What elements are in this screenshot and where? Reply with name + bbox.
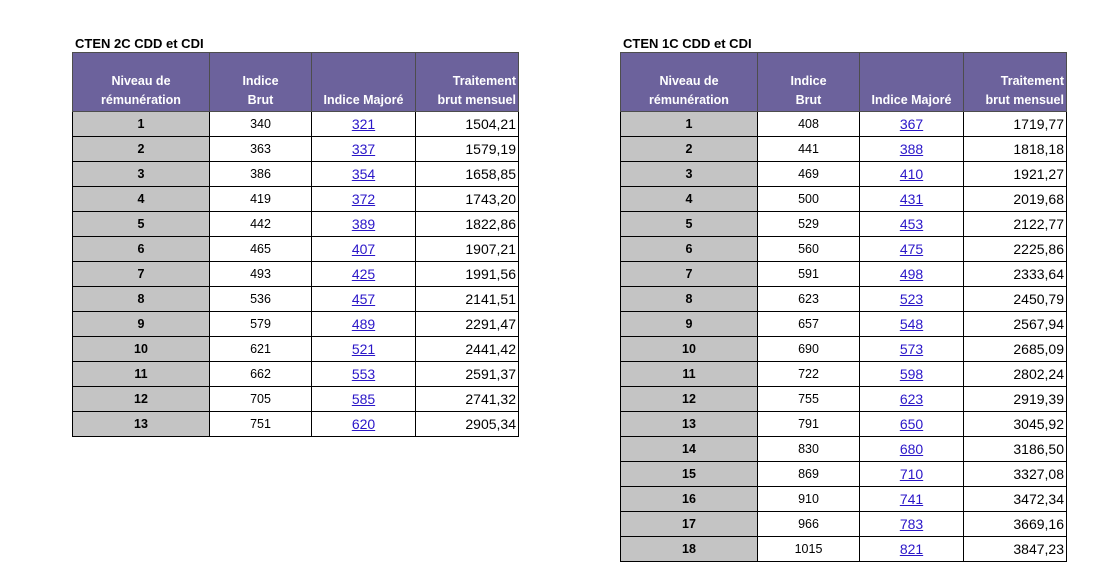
cell-indice-brut: 465	[210, 237, 312, 262]
indice-majore-link[interactable]: 354	[351, 166, 376, 182]
cell-indice-brut: 441	[758, 137, 860, 162]
cell-indice-majore[interactable]	[860, 337, 964, 362]
cell-niveau: 15	[621, 462, 758, 487]
indice-majore-link[interactable]: 573	[899, 341, 924, 357]
table-row	[73, 112, 519, 137]
cell-traitement: 2591,37	[416, 362, 519, 387]
cell-niveau: 1	[621, 112, 758, 137]
cell-traitement: 3327,08	[964, 462, 1067, 487]
header-niveau-line1: Niveau de	[111, 74, 171, 88]
indice-majore-link[interactable]: 425	[351, 266, 376, 282]
indice-majore-link[interactable]: 783	[899, 516, 924, 532]
cell-niveau: 2	[621, 137, 758, 162]
indice-majore-link[interactable]: 389	[351, 216, 376, 232]
cell-traitement: 1907,21	[416, 237, 519, 262]
cell-traitement: 3669,16	[964, 512, 1067, 537]
cell-indice-brut: 657	[758, 312, 860, 337]
cell-indice-brut: 469	[758, 162, 860, 187]
cell-indice-majore[interactable]	[860, 487, 964, 512]
cell-traitement: 3045,92	[964, 412, 1067, 437]
indice-majore-link[interactable]: 475	[899, 241, 924, 257]
cell-niveau: 10	[621, 337, 758, 362]
cell-indice-majore[interactable]	[860, 312, 964, 337]
indice-majore-link[interactable]: 623	[899, 391, 924, 407]
cell-indice-majore[interactable]	[860, 262, 964, 287]
cell-traitement: 3186,50	[964, 437, 1067, 462]
indice-majore-link[interactable]: 410	[899, 166, 924, 182]
cell-traitement: 1991,56	[416, 262, 519, 287]
cell-traitement: 1719,77	[964, 112, 1067, 137]
cell-traitement: 2333,64	[964, 262, 1067, 287]
header-niveau-line1: Niveau de	[659, 74, 719, 88]
indice-majore-link[interactable]: 388	[899, 141, 924, 157]
indice-majore-link[interactable]: 337	[351, 141, 376, 157]
indice-majore-link[interactable]: 620	[351, 416, 376, 432]
header-indice-majore: Indice Majoré	[312, 53, 416, 112]
cell-indice-brut: 408	[758, 112, 860, 137]
indice-majore-link[interactable]: 710	[899, 466, 924, 482]
cell-indice-majore[interactable]	[312, 412, 416, 437]
cell-indice-brut: 442	[210, 212, 312, 237]
header-traitement-line2: brut mensuel	[985, 93, 1064, 107]
table-body	[73, 112, 519, 437]
cell-indice-majore[interactable]	[312, 187, 416, 212]
header-row	[621, 53, 1067, 112]
cell-traitement: 1822,86	[416, 212, 519, 237]
cell-niveau: 12	[621, 387, 758, 412]
cell-traitement: 2685,09	[964, 337, 1067, 362]
indice-majore-link[interactable]: 523	[899, 291, 924, 307]
header-brut-line1: Indice	[790, 74, 827, 88]
cell-niveau: 4	[621, 187, 758, 212]
header-traitement-line1: Traitement	[452, 74, 516, 88]
cell-niveau: 7	[621, 262, 758, 287]
cell-indice-majore[interactable]	[860, 162, 964, 187]
indice-majore-link[interactable]: 521	[351, 341, 376, 357]
table-row	[621, 237, 1067, 262]
header-traitement-line2: brut mensuel	[437, 93, 516, 107]
cell-indice-majore[interactable]	[860, 137, 964, 162]
table-row	[621, 462, 1067, 487]
cell-indice-majore[interactable]	[860, 537, 964, 562]
salary-table-cten-2c	[72, 52, 519, 437]
table-row	[73, 412, 519, 437]
cell-traitement: 2919,39	[964, 387, 1067, 412]
header-brut-line1: Indice	[242, 74, 279, 88]
cell-niveau: 1	[73, 112, 210, 137]
indice-majore-link[interactable]: 367	[899, 116, 924, 132]
indice-majore-link[interactable]: 598	[899, 366, 924, 382]
table-block-cten-2c	[72, 36, 519, 437]
header-traitement-line1: Traitement	[1000, 74, 1064, 88]
cell-traitement: 3472,34	[964, 487, 1067, 512]
header-indice-brut	[210, 53, 312, 112]
cell-indice-majore[interactable]	[312, 262, 416, 287]
indice-majore-link[interactable]: 553	[351, 366, 376, 382]
table-row	[73, 162, 519, 187]
cell-niveau: 6	[73, 237, 210, 262]
table-row	[621, 437, 1067, 462]
cell-traitement: 2019,68	[964, 187, 1067, 212]
table-row	[73, 387, 519, 412]
cell-niveau: 11	[621, 362, 758, 387]
cell-traitement: 1818,18	[964, 137, 1067, 162]
table-row	[621, 137, 1067, 162]
cell-traitement: 2802,24	[964, 362, 1067, 387]
cell-indice-brut: 1015	[758, 537, 860, 562]
table-row	[621, 512, 1067, 537]
table-body	[621, 112, 1067, 562]
table-row	[621, 362, 1067, 387]
cell-indice-majore[interactable]	[312, 162, 416, 187]
indice-majore-link[interactable]: 489	[351, 316, 376, 332]
cell-indice-majore[interactable]	[312, 137, 416, 162]
cell-indice-majore[interactable]	[860, 112, 964, 137]
indice-majore-link[interactable]: 650	[899, 416, 924, 432]
cell-indice-majore[interactable]	[860, 387, 964, 412]
cell-indice-majore[interactable]	[312, 212, 416, 237]
cell-traitement: 1743,20	[416, 187, 519, 212]
table-row	[621, 262, 1067, 287]
cell-niveau: 9	[73, 312, 210, 337]
table-row	[621, 212, 1067, 237]
cell-traitement: 2225,86	[964, 237, 1067, 262]
cell-niveau: 5	[73, 212, 210, 237]
cell-traitement: 3847,23	[964, 537, 1067, 562]
cell-indice-brut: 910	[758, 487, 860, 512]
indice-majore-link[interactable]: 407	[351, 241, 376, 257]
cell-niveau: 6	[621, 237, 758, 262]
header-brut-line2: Brut	[247, 93, 274, 107]
cell-niveau: 8	[621, 287, 758, 312]
table-row	[621, 412, 1067, 437]
cell-indice-majore[interactable]	[860, 237, 964, 262]
cell-indice-majore[interactable]	[312, 112, 416, 137]
cell-indice-majore[interactable]	[860, 362, 964, 387]
cell-niveau: 14	[621, 437, 758, 462]
header-brut-line2: Brut	[795, 93, 822, 107]
cell-niveau: 13	[621, 412, 758, 437]
cell-traitement: 2741,32	[416, 387, 519, 412]
cell-indice-majore[interactable]	[312, 387, 416, 412]
header-niveau	[73, 53, 210, 112]
cell-indice-majore[interactable]	[312, 337, 416, 362]
cell-niveau: 11	[73, 362, 210, 387]
table-row	[73, 362, 519, 387]
cell-traitement: 1504,21	[416, 112, 519, 137]
header-indice-brut	[758, 53, 860, 112]
cell-indice-brut: 560	[758, 237, 860, 262]
indice-majore-link[interactable]: 498	[899, 266, 924, 282]
indice-majore-link[interactable]: 321	[351, 116, 376, 132]
cell-niveau: 3	[73, 162, 210, 187]
cell-indice-brut: 662	[210, 362, 312, 387]
cell-indice-brut: 591	[758, 262, 860, 287]
cell-indice-brut: 579	[210, 312, 312, 337]
cell-indice-brut: 623	[758, 287, 860, 312]
cell-niveau: 13	[73, 412, 210, 437]
cell-indice-majore[interactable]	[860, 287, 964, 312]
table-row	[73, 187, 519, 212]
cell-indice-brut: 791	[758, 412, 860, 437]
table-row	[73, 212, 519, 237]
header-traitement	[416, 53, 519, 112]
cell-indice-brut: 536	[210, 287, 312, 312]
table-row	[621, 312, 1067, 337]
indice-majore-link[interactable]: 431	[899, 191, 924, 207]
table-row	[621, 112, 1067, 137]
cell-traitement: 2122,77	[964, 212, 1067, 237]
cell-indice-majore[interactable]	[312, 287, 416, 312]
table-row	[73, 237, 519, 262]
cell-indice-brut: 869	[758, 462, 860, 487]
cell-indice-brut: 830	[758, 437, 860, 462]
table-row	[73, 337, 519, 362]
cell-indice-brut: 529	[758, 212, 860, 237]
table-row	[621, 187, 1067, 212]
cell-indice-brut: 500	[758, 187, 860, 212]
cell-traitement: 2441,42	[416, 337, 519, 362]
indice-majore-link[interactable]: 457	[351, 291, 376, 307]
cell-indice-majore[interactable]	[860, 437, 964, 462]
header-niveau-line2: rémunération	[649, 93, 729, 107]
cell-traitement: 2450,79	[964, 287, 1067, 312]
cell-indice-brut: 966	[758, 512, 860, 537]
cell-indice-majore[interactable]	[312, 237, 416, 262]
cell-niveau: 9	[621, 312, 758, 337]
cell-indice-majore[interactable]	[860, 512, 964, 537]
table-title: CTEN 2C CDD et CDI	[75, 36, 204, 51]
cell-indice-majore[interactable]	[312, 312, 416, 337]
cell-niveau: 8	[73, 287, 210, 312]
cell-traitement: 2141,51	[416, 287, 519, 312]
cell-indice-brut: 363	[210, 137, 312, 162]
table-row	[621, 287, 1067, 312]
table-row	[73, 287, 519, 312]
cell-indice-majore[interactable]	[860, 462, 964, 487]
cell-indice-brut: 419	[210, 187, 312, 212]
table-row	[621, 487, 1067, 512]
table-title: CTEN 1C CDD et CDI	[623, 36, 752, 51]
cell-niveau: 10	[73, 337, 210, 362]
cell-niveau: 16	[621, 487, 758, 512]
cell-niveau: 4	[73, 187, 210, 212]
indice-majore-link[interactable]: 741	[899, 491, 924, 507]
cell-indice-brut: 621	[210, 337, 312, 362]
header-row	[73, 53, 519, 112]
cell-indice-brut: 493	[210, 262, 312, 287]
cell-indice-brut: 705	[210, 387, 312, 412]
header-indice-majore: Indice Majoré	[860, 53, 964, 112]
cell-traitement: 1579,19	[416, 137, 519, 162]
table-row	[73, 312, 519, 337]
table-block-cten-1c	[620, 36, 1067, 562]
cell-indice-majore[interactable]	[860, 212, 964, 237]
cell-indice-brut: 755	[758, 387, 860, 412]
cell-niveau: 18	[621, 537, 758, 562]
cell-niveau: 12	[73, 387, 210, 412]
table-row	[621, 162, 1067, 187]
cell-traitement: 1658,85	[416, 162, 519, 187]
cell-traitement: 2905,34	[416, 412, 519, 437]
cell-indice-majore[interactable]	[860, 412, 964, 437]
table-row	[621, 387, 1067, 412]
cell-indice-brut: 690	[758, 337, 860, 362]
cell-niveau: 5	[621, 212, 758, 237]
cell-indice-brut: 751	[210, 412, 312, 437]
cell-traitement: 2291,47	[416, 312, 519, 337]
cell-indice-brut: 722	[758, 362, 860, 387]
indice-majore-link[interactable]: 680	[899, 441, 924, 457]
cell-niveau: 17	[621, 512, 758, 537]
cell-niveau: 7	[73, 262, 210, 287]
header-niveau-line2: rémunération	[101, 93, 181, 107]
cell-traitement: 2567,94	[964, 312, 1067, 337]
table-row	[621, 337, 1067, 362]
cell-niveau: 3	[621, 162, 758, 187]
salary-table-cten-1c	[620, 52, 1067, 562]
indice-majore-link[interactable]: 585	[351, 391, 376, 407]
cell-indice-majore[interactable]	[860, 187, 964, 212]
cell-indice-brut: 386	[210, 162, 312, 187]
header-niveau	[621, 53, 758, 112]
cell-traitement: 1921,27	[964, 162, 1067, 187]
indice-majore-link[interactable]: 372	[351, 191, 376, 207]
table-row	[73, 137, 519, 162]
cell-indice-majore[interactable]	[312, 362, 416, 387]
cell-niveau: 2	[73, 137, 210, 162]
table-row	[621, 537, 1067, 562]
cell-indice-brut: 340	[210, 112, 312, 137]
indice-majore-link[interactable]: 821	[899, 541, 924, 557]
header-traitement	[964, 53, 1067, 112]
indice-majore-link[interactable]: 453	[899, 216, 924, 232]
table-row	[73, 262, 519, 287]
indice-majore-link[interactable]: 548	[899, 316, 924, 332]
